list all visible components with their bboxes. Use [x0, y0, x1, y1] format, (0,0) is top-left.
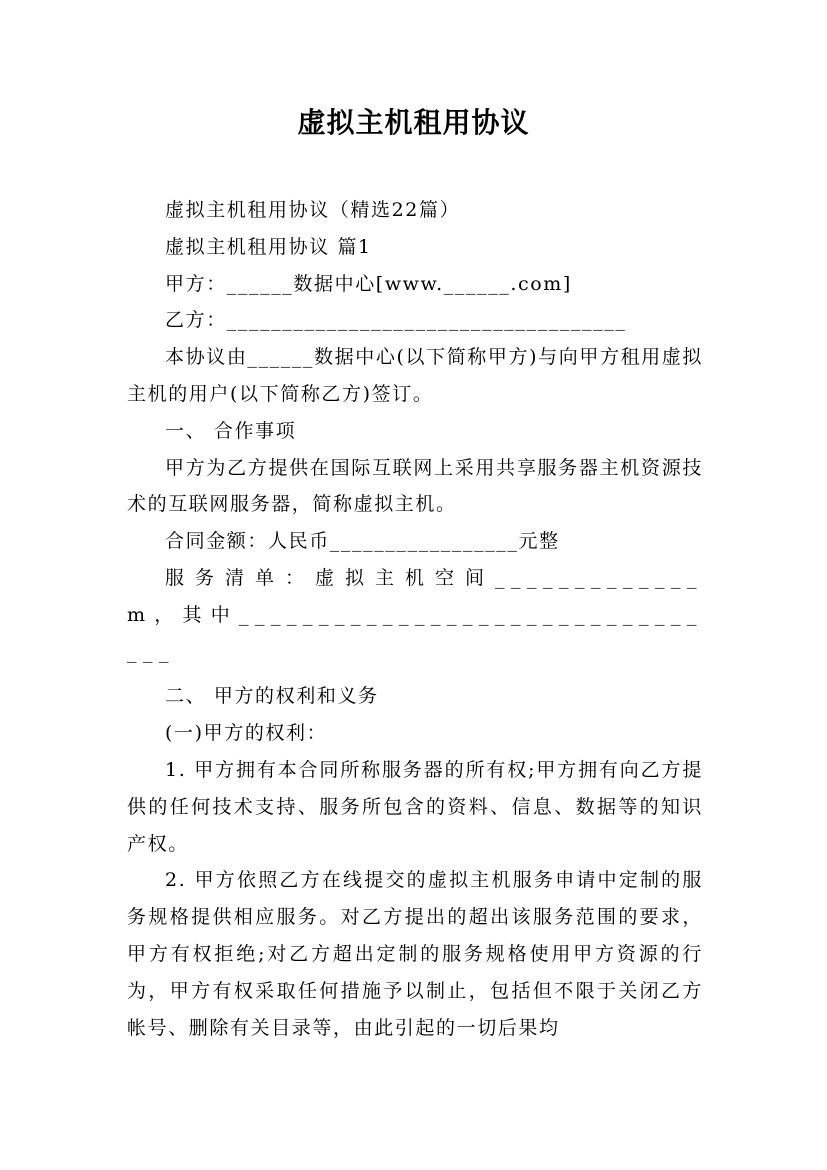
- paragraph-contract-amount: 合同金额：人民币_________________元整: [165, 530, 560, 553]
- paragraph-right-1: 1. 甲方拥有本合同所称服务器的所有权;甲方拥有向乙方提供的任何技术支持、服务所包含的资料、信息、数据等的知识产权。: [127, 758, 703, 855]
- section-heading-cooperation: 一、 合作事项: [165, 419, 297, 442]
- section-heading-party-a-rights: 二、 甲方的权利和义务: [165, 685, 379, 708]
- paragraph-right-2: 2. 甲方依照乙方在线提交的虚拟主机服务申请中定制的服务规格提供相应服务。对乙方提出的超出该服务范围的要求，甲方有权拒绝;对乙方超出定制的服务规格使用甲方资源的行为，甲方有权采取任何措施予以制止，包括但不限于关闭乙方帐号、删除有关目录等，由此引起的一切后果均: [127, 869, 703, 1039]
- paragraph-cooperation: 甲方为乙方提供在国际互联网上采用共享服务器主机资源技术的互联网服务器，简称虚拟主机。: [127, 456, 703, 516]
- paragraph-article-heading: 虚拟主机租用协议 篇1: [165, 235, 372, 258]
- paragraph-party-a: 甲方：______数据中心[www.______.com]: [165, 272, 572, 295]
- paragraph-service-list: 服务清单：虚拟主机空间_____________m，其中________________________________: [127, 566, 703, 663]
- paragraph-party-b: 乙方：____________________________________: [165, 309, 627, 332]
- document-body: [127, 192, 703, 1046]
- paragraph-intro: 本协议由______数据中心(以下简称甲方)与向甲方租用虚拟主机的用户(以下简称乙方)签订。: [127, 346, 703, 405]
- document-title: 虚拟主机租用协议: [297, 106, 530, 139]
- subsection-heading-rights: (一)甲方的权利：: [165, 722, 328, 745]
- paragraph-gap: [127, 670, 703, 678]
- paragraph-subtitle: 虚拟主机租用协议（精选22篇）: [165, 199, 461, 221]
